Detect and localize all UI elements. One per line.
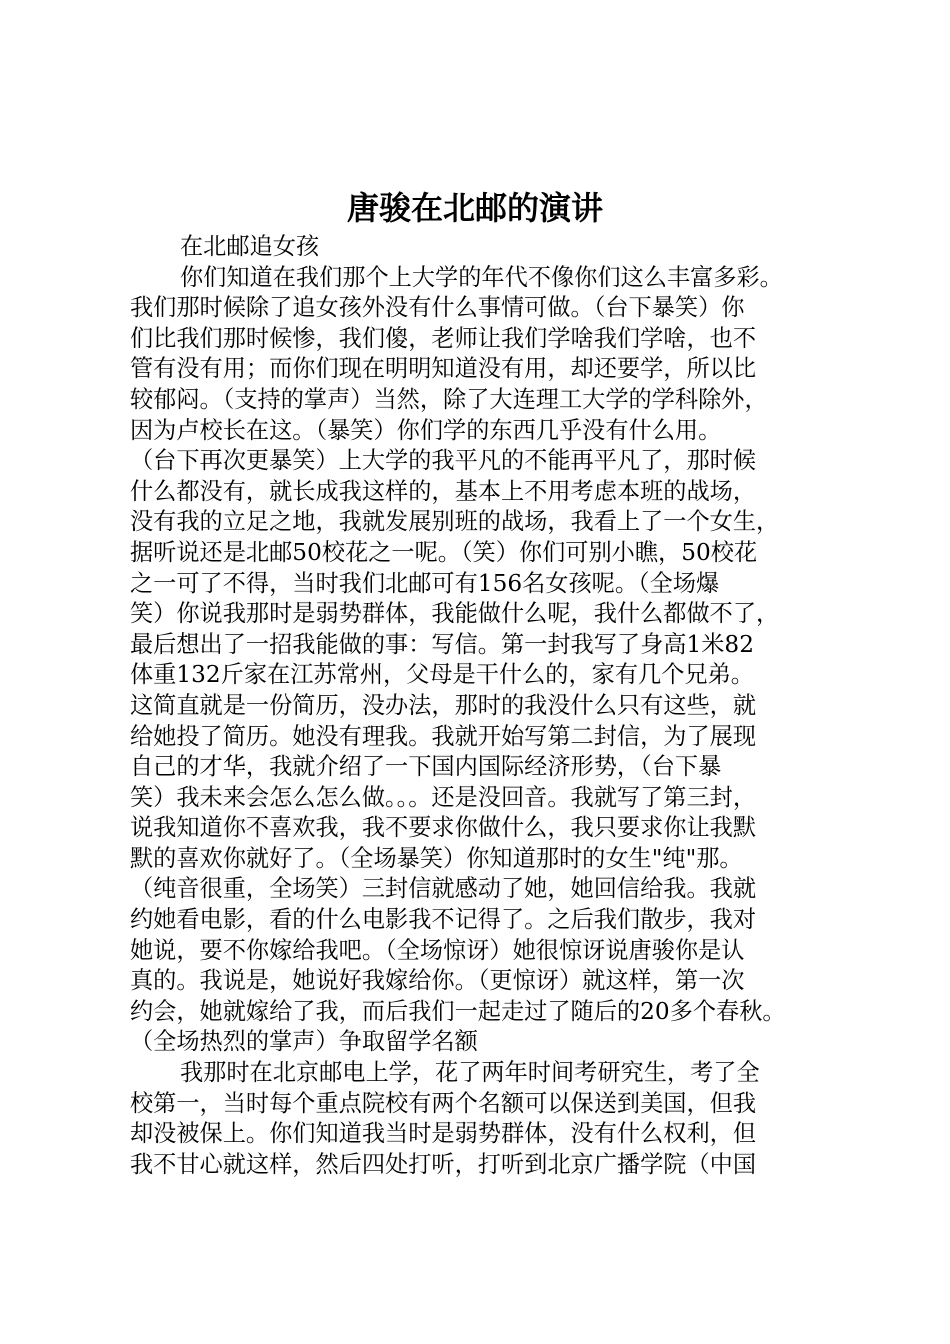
paragraph-line: 她说，要不你嫁给我吧。（全场惊讶）她很惊讶说唐骏你是认 [130,936,745,964]
document-title: 唐骏在北邮的演讲 [346,189,603,227]
paragraph-line: 约她看电影，看的什么电影我不记得了。之后我们散步，我对 [130,906,757,934]
paragraph-line: 校第一，当时每个重点院校有两个名额可以保送到美国，但我 [130,1089,757,1117]
paragraph-line: 管有没有用；而你们现在明明知道没有用，却还要学，所以比 [130,355,757,383]
paragraph-line: 较郁闷。（支持的掌声）当然，除了大连理工大学的学科除外， [130,385,768,413]
paragraph-line: 笑）你说我那时是弱势群体，我能做什么呢，我什么都做不了， [130,600,780,628]
paragraph-line: （纯音很重，全场笑）三封信就感动了她，她回信给我。我就 [130,875,757,903]
paragraph-line: 自己的才华，我就介绍了一下国内国际经济形势，（台下暴 [130,753,722,781]
paragraph-line: （台下再次更暴笑）上大学的我平凡的不能再平凡了，那时候 [130,447,757,475]
paragraph-line: 默的喜欢你就好了。（全场暴笑）你知道那时的女生"纯"那。 [130,844,743,872]
paragraph-line: 最后想出了一招我能做的事：写信。第一封我写了身高1米82 [130,630,754,658]
paragraph-line: 约会，她就嫁给了我，而后我们一起走过了随后的20多个春秋。 [130,997,786,1025]
section-heading: 在北邮追女孩 [180,233,320,260]
paragraph-line: 我们那时候除了追女孩外没有什么事情可做。（台下暴笑）你 [130,294,745,322]
paragraph-line: 体重132斤家在江苏常州，父母是干什么的，家有几个兄弟。 [130,661,754,689]
paragraph-line: 却没被保上。你们知道我当时是弱势群体，没有什么权利，但 [130,1120,757,1148]
paragraph-line: 笑）我未来会怎么怎么做。。。还是没回音。我就写了第三封， [130,783,757,811]
paragraph-line: 你们知道在我们那个上大学的年代不像你们这么丰富多彩。 [180,263,783,291]
paragraph-line: 什么都没有，就长成我这样的，基本上不用考虑本班的战场， [130,477,757,505]
paragraph-line: 我不甘心就这样，然后四处打听，打听到北京广播学院（中国 [130,1150,757,1178]
paragraph-line: 据听说还是北邮50校花之一呢。（笑）你们可别小瞧，50校花 [130,538,758,566]
paragraph-line: 之一可了不得，当时我们北邮可有156名女孩呢。（全场爆 [130,569,720,597]
paragraph-line: 们比我们那时候惨，我们傻，老师让我们学啥我们学啥，也不 [130,324,757,352]
paragraph-line: 没有我的立足之地，我就发展别班的战场，我看上了一个女生， [130,508,780,536]
paragraph-line: 这简直就是一份简历，没办法，那时的我没什么只有这些，就 [130,691,757,719]
document-body [130,232,830,1180]
paragraph-line: 我那时在北京邮电上学，花了两年时间考研究生，考了全 [180,1059,760,1087]
paragraph-line: （全场热烈的掌声）争取留学名额 [130,1028,478,1056]
paragraph-line: 给她投了简历。她没有理我。我就开始写第二封信，为了展现 [130,722,757,750]
paragraph-line: 说我知道你不喜欢我，我不要求你做什么，我只要求你让我默 [130,814,757,842]
paragraph-line: 真的。我说是，她说好我嫁给你。（更惊讶）就这样，第一次 [130,967,745,995]
paragraph-line: 因为卢校长在这。（暴笑）你们学的东西几乎没有什么用。 [130,416,722,444]
